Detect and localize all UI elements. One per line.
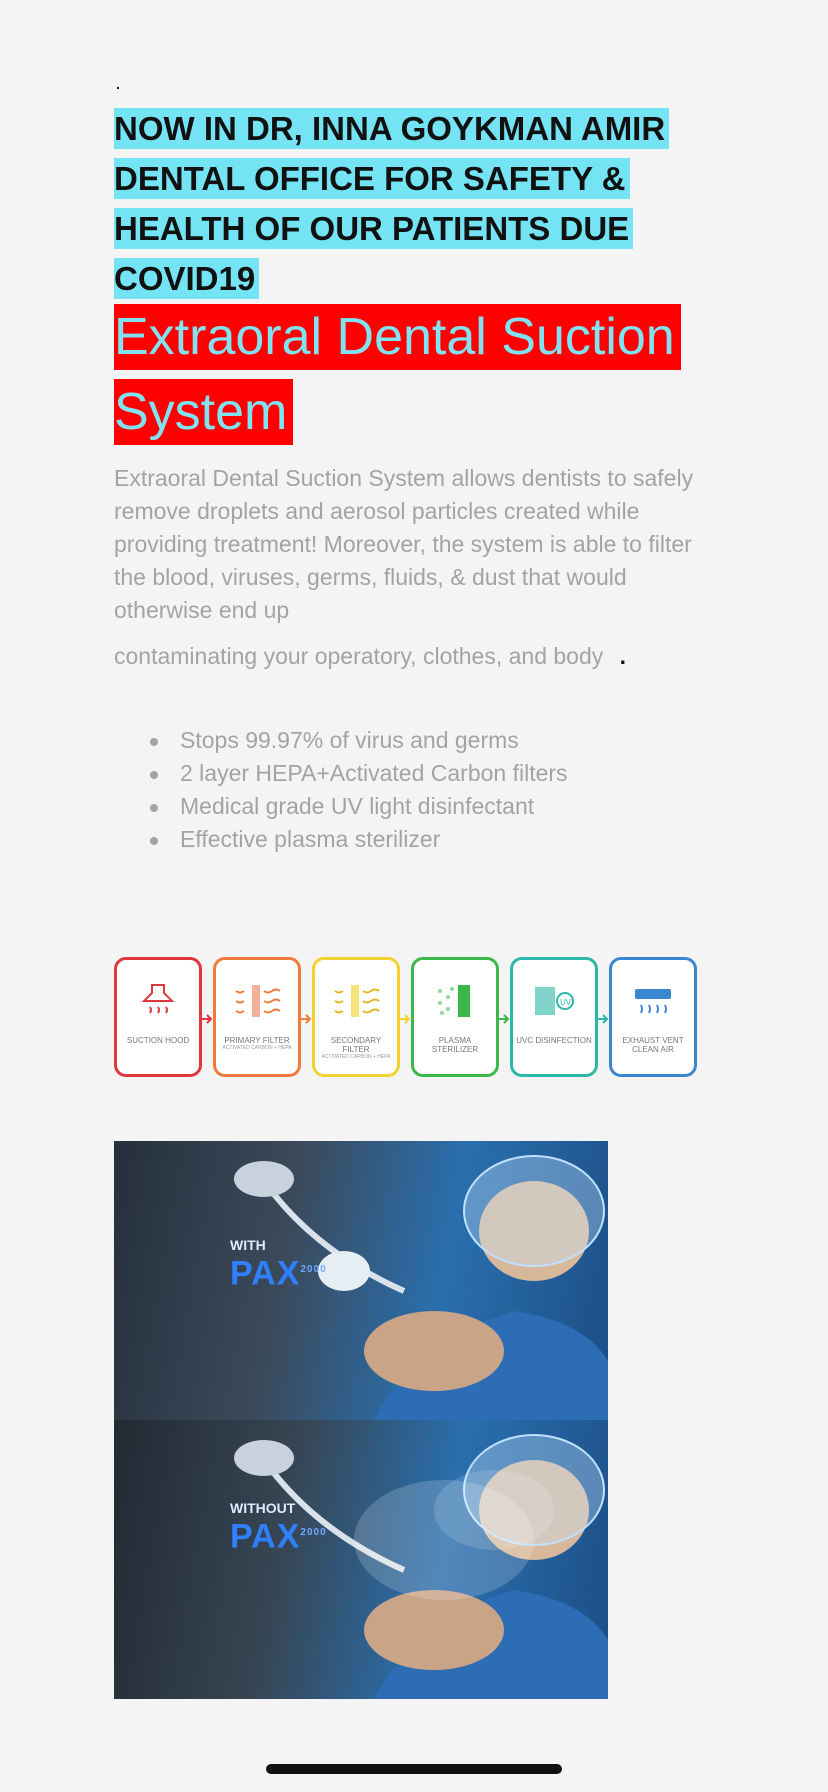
pax-model: 2000	[300, 1527, 327, 1538]
pax-brand-text	[230, 1516, 327, 1556]
with-without-comparison-photo	[114, 1141, 608, 1699]
flow-step-plasma-sterilizer	[411, 957, 499, 1077]
photo-panel-without	[114, 1420, 608, 1699]
flow-step-label: UVC DISINFECTION	[516, 1036, 592, 1045]
pax-logo-without	[230, 1500, 327, 1556]
with-label: WITH	[230, 1237, 266, 1253]
description: Extraoral Dental Suction System allows dentists to safely remove droplets and aerosol particles created while providing treatment! Moreover, the system is able to filter the blood, viruses, germs, fluids, & dust that would otherwise end up	[114, 465, 694, 623]
feature-list	[114, 724, 714, 856]
page-title	[114, 300, 714, 450]
bullet-icon	[150, 771, 158, 779]
decorative-dot: .	[116, 76, 120, 92]
home-indicator[interactable]	[266, 1764, 562, 1774]
arrow-right-icon	[398, 1012, 412, 1026]
bullet-icon	[150, 804, 158, 812]
primary-filter-icon	[232, 976, 282, 1026]
pax-brand: PAX	[230, 1254, 301, 1293]
flow-step-sublabel: ACTIVATED CARBON + HEPA	[222, 1045, 292, 1051]
flow-step-label: PRIMARY FILTER	[224, 1036, 290, 1045]
suction-hood-icon	[138, 976, 178, 1026]
dental-treatment-scene	[114, 1141, 608, 1420]
pax-model: 2000	[300, 1264, 327, 1275]
feature-text: Stops 99.97% of virus and germs	[180, 727, 519, 753]
list-item	[114, 823, 714, 856]
arrow-right-icon	[299, 1012, 313, 1026]
list-item	[114, 790, 714, 823]
flow-step-exhaust-vent	[609, 957, 697, 1077]
decorative-dot: .	[619, 643, 627, 669]
headline	[114, 104, 674, 304]
bullet-icon	[150, 837, 158, 845]
filtration-flow-diagram	[114, 950, 720, 1084]
feature-text: 2 layer HEPA+Activated Carbon filters	[180, 760, 568, 786]
flow-step-uvc-disinfection	[510, 957, 598, 1077]
description-last-text: contaminating your operatory, clothes, and body	[114, 643, 604, 669]
flow-step-secondary-filter	[312, 957, 400, 1077]
list-item	[114, 724, 714, 757]
flow-step-primary-filter	[213, 957, 301, 1077]
svg-text:UV: UV	[560, 998, 572, 1007]
pax-brand: PAX	[230, 1517, 301, 1556]
photo-panel-with	[114, 1141, 608, 1420]
flow-step-label: PLASMA STERILIZER	[431, 1036, 479, 1054]
exhaust-vent-icon	[631, 976, 675, 1026]
plasma-sterilizer-icon	[432, 976, 478, 1026]
arrow-right-icon	[596, 1012, 610, 1026]
flow-step-suction-hood	[114, 957, 202, 1077]
flow-step-sublabel: CLEAN AIR	[632, 1045, 674, 1054]
without-label: WITHOUT	[230, 1500, 296, 1516]
description-last-line	[114, 640, 734, 673]
flow-step-label: EXHAUST VENT	[622, 1036, 684, 1045]
uvc-disinfection-icon	[529, 976, 579, 1026]
arrow-right-icon	[497, 1012, 511, 1026]
headline-text: NOW IN DR, INNA GOYKMAN AMIR DENTAL OFFICE FOR SAFETY & HEALTH OF OUR PATIENTS DUE COVID19	[114, 108, 669, 299]
flow-step-sublabel: ACTIVATED CARBON + HEPA	[321, 1054, 391, 1060]
feature-text: Effective plasma sterilizer	[180, 826, 441, 852]
arrow-right-icon	[200, 1012, 214, 1026]
feature-text: Medical grade UV light disinfectant	[180, 793, 535, 819]
pax-brand-text	[230, 1253, 327, 1293]
page-title-text: Extraoral Dental Suction System	[114, 304, 681, 445]
bullet-icon	[150, 738, 158, 746]
secondary-filter-icon	[331, 976, 381, 1026]
list-item	[114, 757, 714, 790]
flow-step-label: SUCTION HOOD	[126, 1036, 190, 1045]
flow-step-label: SECONDARY FILTER	[330, 1036, 382, 1054]
pax-logo-with	[230, 1237, 327, 1293]
dental-treatment-scene-aerosol	[114, 1420, 608, 1699]
